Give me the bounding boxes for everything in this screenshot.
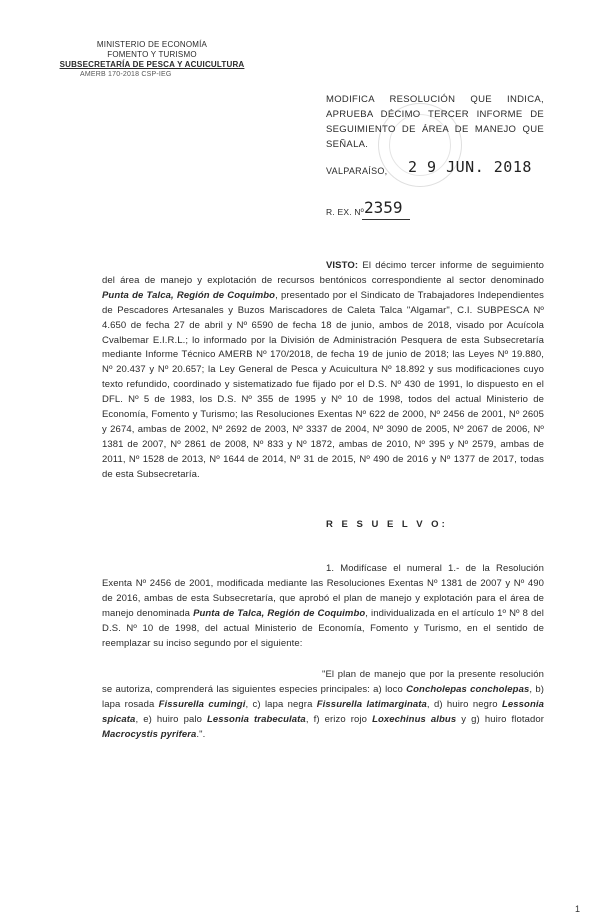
resolution-number: 2359 — [364, 198, 403, 217]
article-1-area-name: Punta de Talca, Región de Coquimbo — [193, 607, 366, 619]
visto-label: VISTO: — [326, 260, 359, 271]
reference-code: AMERB 170-2018 CSP-IEG — [80, 71, 172, 78]
quote-text: , c) lapa negra — [245, 698, 317, 710]
subject-heading: MODIFICA RESOLUCIÓN QUE INDICA, APRUEBA DÉCIMO TERCER INFORME DE SEGUIMIENTO DE ÁREA DE MANEJO QUE SEÑALA. — [326, 94, 544, 150]
article-1-text-2: , individualizada en el artículo 1º Nº 8 del D.S. Nº 10 de 1998, del actual Ministerio de Economía, Fomento y Turismo, en el sentido de reemplazar su inciso segundo por el siguiente: — [102, 607, 544, 649]
resolution-label: R. EX. Nº — [326, 207, 364, 217]
place-label: VALPARAÍSO, — [326, 166, 388, 176]
species-name: Concholepas concholepas — [406, 683, 530, 695]
quote-text: , f) erizo rojo — [305, 713, 373, 725]
quote-text: .". — [196, 728, 206, 740]
article-1-text-1: 1. Modifícase el numeral 1.- de la Resolución Exenta Nº 2456 de 2001, modificada mediante las Resoluciones Exentas Nº 1381 de 2007 y Nº 490 de 2016, ambas de esta Subsecretaría, que aprobó el plan de manejo y explotación para el área de manejo denominada — [102, 563, 544, 619]
visto-text-2: , presentado por el Sindicato de Trabajadores Independientes de Pescadores Artesanales y Buzos Mariscadores de Caleta Talca "Algamar", C.I. SUBPESCA Nº 4.650 de fecha 27 de abril y Nº 6590 de fecha 18 de junio, ambos de 2018, visado por Acuícola Cvalbemar E.I.R.L.; lo informado por la División de Administración Pesquera de esta Subsecretaría mediante Informe Técnico AMERB Nº 170/2018, de fecha 19 de junio de 2018; las Leyes Nº 19.880, Nº 20.437 y Nº 20.657; la Ley General de Pesca y Acuicultura Nº 18.892 y sus modificaciones cuyo texto refundido, coordinado y sistematizado fue fijado por el D.S. Nº 430 de 1991, lo dispuesto en el DFL. Nº 5 de 1983, los D.S. Nº 355 de 1995 y Nº 10 de 1998, todos del actual Ministerio de Economía, Fomento y Turismo; las Resoluciones Exentas Nº 622 de 2000, Nº 2456 de 2001, Nº 2605 y 2674, ambas de 2002, Nº 2692 de 2003, Nº 3337 de 2004, Nº 3090 de 2005, Nº 2067 de 2006, Nº 1381 de 2007, Nº 2861 de 2008, Nº 833 y Nº 1872, ambas de 2010, Nº 395 y Nº 2579, ambas de 2011, Nº 1528 de 2013, Nº 1644 de 2014, Nº 31 de 2015, Nº 490 de 2016 y Nº 1377 de 2017, todas de esta Subsecretaría. — [102, 289, 544, 480]
species-name: Macrocystis pyrifera — [102, 728, 197, 740]
species-name: Fissurella latimarginata — [316, 698, 427, 710]
letterhead — [52, 40, 252, 80]
quote-text: , e) huiro palo — [135, 713, 207, 725]
date-stamp: 2 9 JUN. 2018 — [408, 158, 532, 176]
resuelvo-heading: R E S U E L V O: — [326, 519, 448, 530]
species-name: Lessonia trabeculata — [207, 713, 306, 725]
species-name: Lessonia spicata — [102, 698, 544, 725]
quote-text: , d) huiro negro — [426, 698, 502, 710]
quoted-paragraph — [102, 668, 544, 743]
visto-area-name: Punta de Talca, Región de Coquimbo — [102, 289, 276, 301]
resolution-underline — [362, 219, 410, 220]
visto-text-1: El décimo tercer informe de seguimiento del área de manejo y explotación de recursos bentónicos correspondiente al sector denominado — [102, 260, 544, 286]
article-1-paragraph — [102, 562, 544, 651]
quote-text: y g) huiro flotador — [456, 713, 544, 725]
species-name: Loxechinus albus — [372, 713, 457, 725]
ministry-line: MINISTERIO DE ECONOMÍA — [96, 40, 208, 49]
undersecretariat-line: SUBSECRETARÍA DE PESCA Y ACUICULTURA — [59, 60, 245, 69]
quote-text: "El plan de manejo que por la presente resolución se autoriza, comprenderá las siguientes especies principales: a) loco — [102, 669, 544, 695]
species-name: Fissurella cumingi — [158, 698, 246, 710]
page-footmark: 1 — [574, 904, 580, 914]
ministry-line-2: FOMENTO Y TURISMO — [107, 50, 197, 59]
quote-text: , b) lapa rosada — [102, 683, 544, 710]
visto-paragraph — [102, 259, 544, 483]
